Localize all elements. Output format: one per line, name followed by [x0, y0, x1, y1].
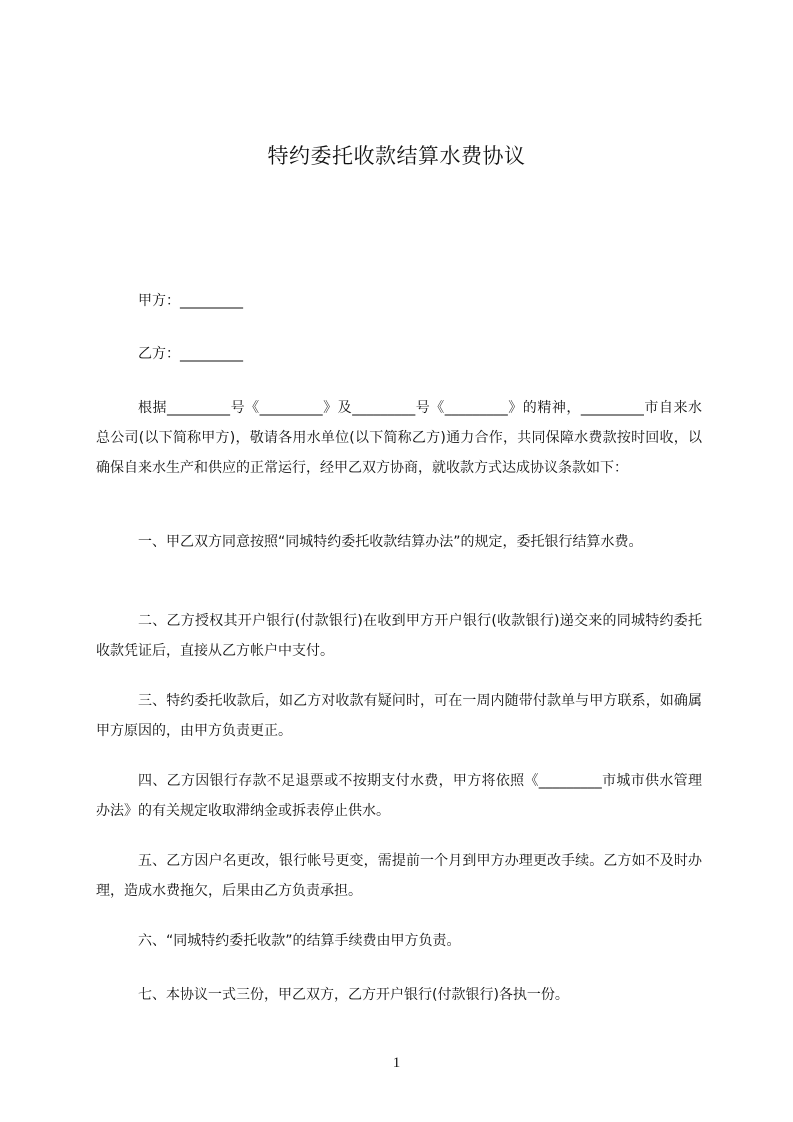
- clause-6: 六、“同城特约委托收款”的结算手续费由甲方负责。: [138, 933, 461, 949]
- clause-3: 三、特约委托收款后，如乙方对收款有疑问时，可在一周内随带付款单与甲方联系，如确属甲方原因的，由甲方负责更正。: [96, 693, 702, 739]
- party-b-label: 乙方：: [138, 346, 180, 362]
- party-a-label: 甲方：: [138, 293, 180, 309]
- intro-paragraph: 根据_________号《_________》及_________号《_________》的精神，_________市自来水总公司(以下简称甲方)，敬请各用水单位(以下简称乙方)通力合作，共同保障水费款按时回收，以确保自来水生产和供应的正常运行，经甲乙双方协商，就收款方式达成协议条款如下：: [96, 400, 702, 476]
- party-b-line: [138, 339, 538, 369]
- party-a-blank: _________: [180, 293, 243, 309]
- document-title: 特约委托收款结算水费协议: [267, 144, 526, 168]
- page-number: 1: [392, 1055, 401, 1071]
- clause-2: 二、乙方授权其开户银行(付款银行)在收到甲方开户银行(收款银行)递交来的同城特约委托收款凭证后，直接从乙方帐户中支付。: [96, 613, 702, 659]
- party-b-blank: _________: [180, 346, 243, 362]
- clause-5: 五、乙方因户名更改，银行帐号更变，需提前一个月到甲方办理更改手续。乙方如不及时办理，造成水费拖欠，后果由乙方负责承担。: [96, 853, 702, 899]
- clause-7: 七、本协议一式三份，甲乙双方，乙方开户银行(付款银行)各执一份。: [138, 987, 569, 1003]
- clause-1: 一、甲乙双方同意按照“同城特约委托收款结算办法”的规定，委托银行结算水费。: [138, 534, 643, 550]
- clause-4: 四、乙方因银行存款不足退票或不按期支付水费，甲方将依照《_________市城市供水管理办法》的有关规定收取滞纳金或拆表停止供水。: [96, 773, 702, 819]
- party-a-line: [138, 286, 538, 316]
